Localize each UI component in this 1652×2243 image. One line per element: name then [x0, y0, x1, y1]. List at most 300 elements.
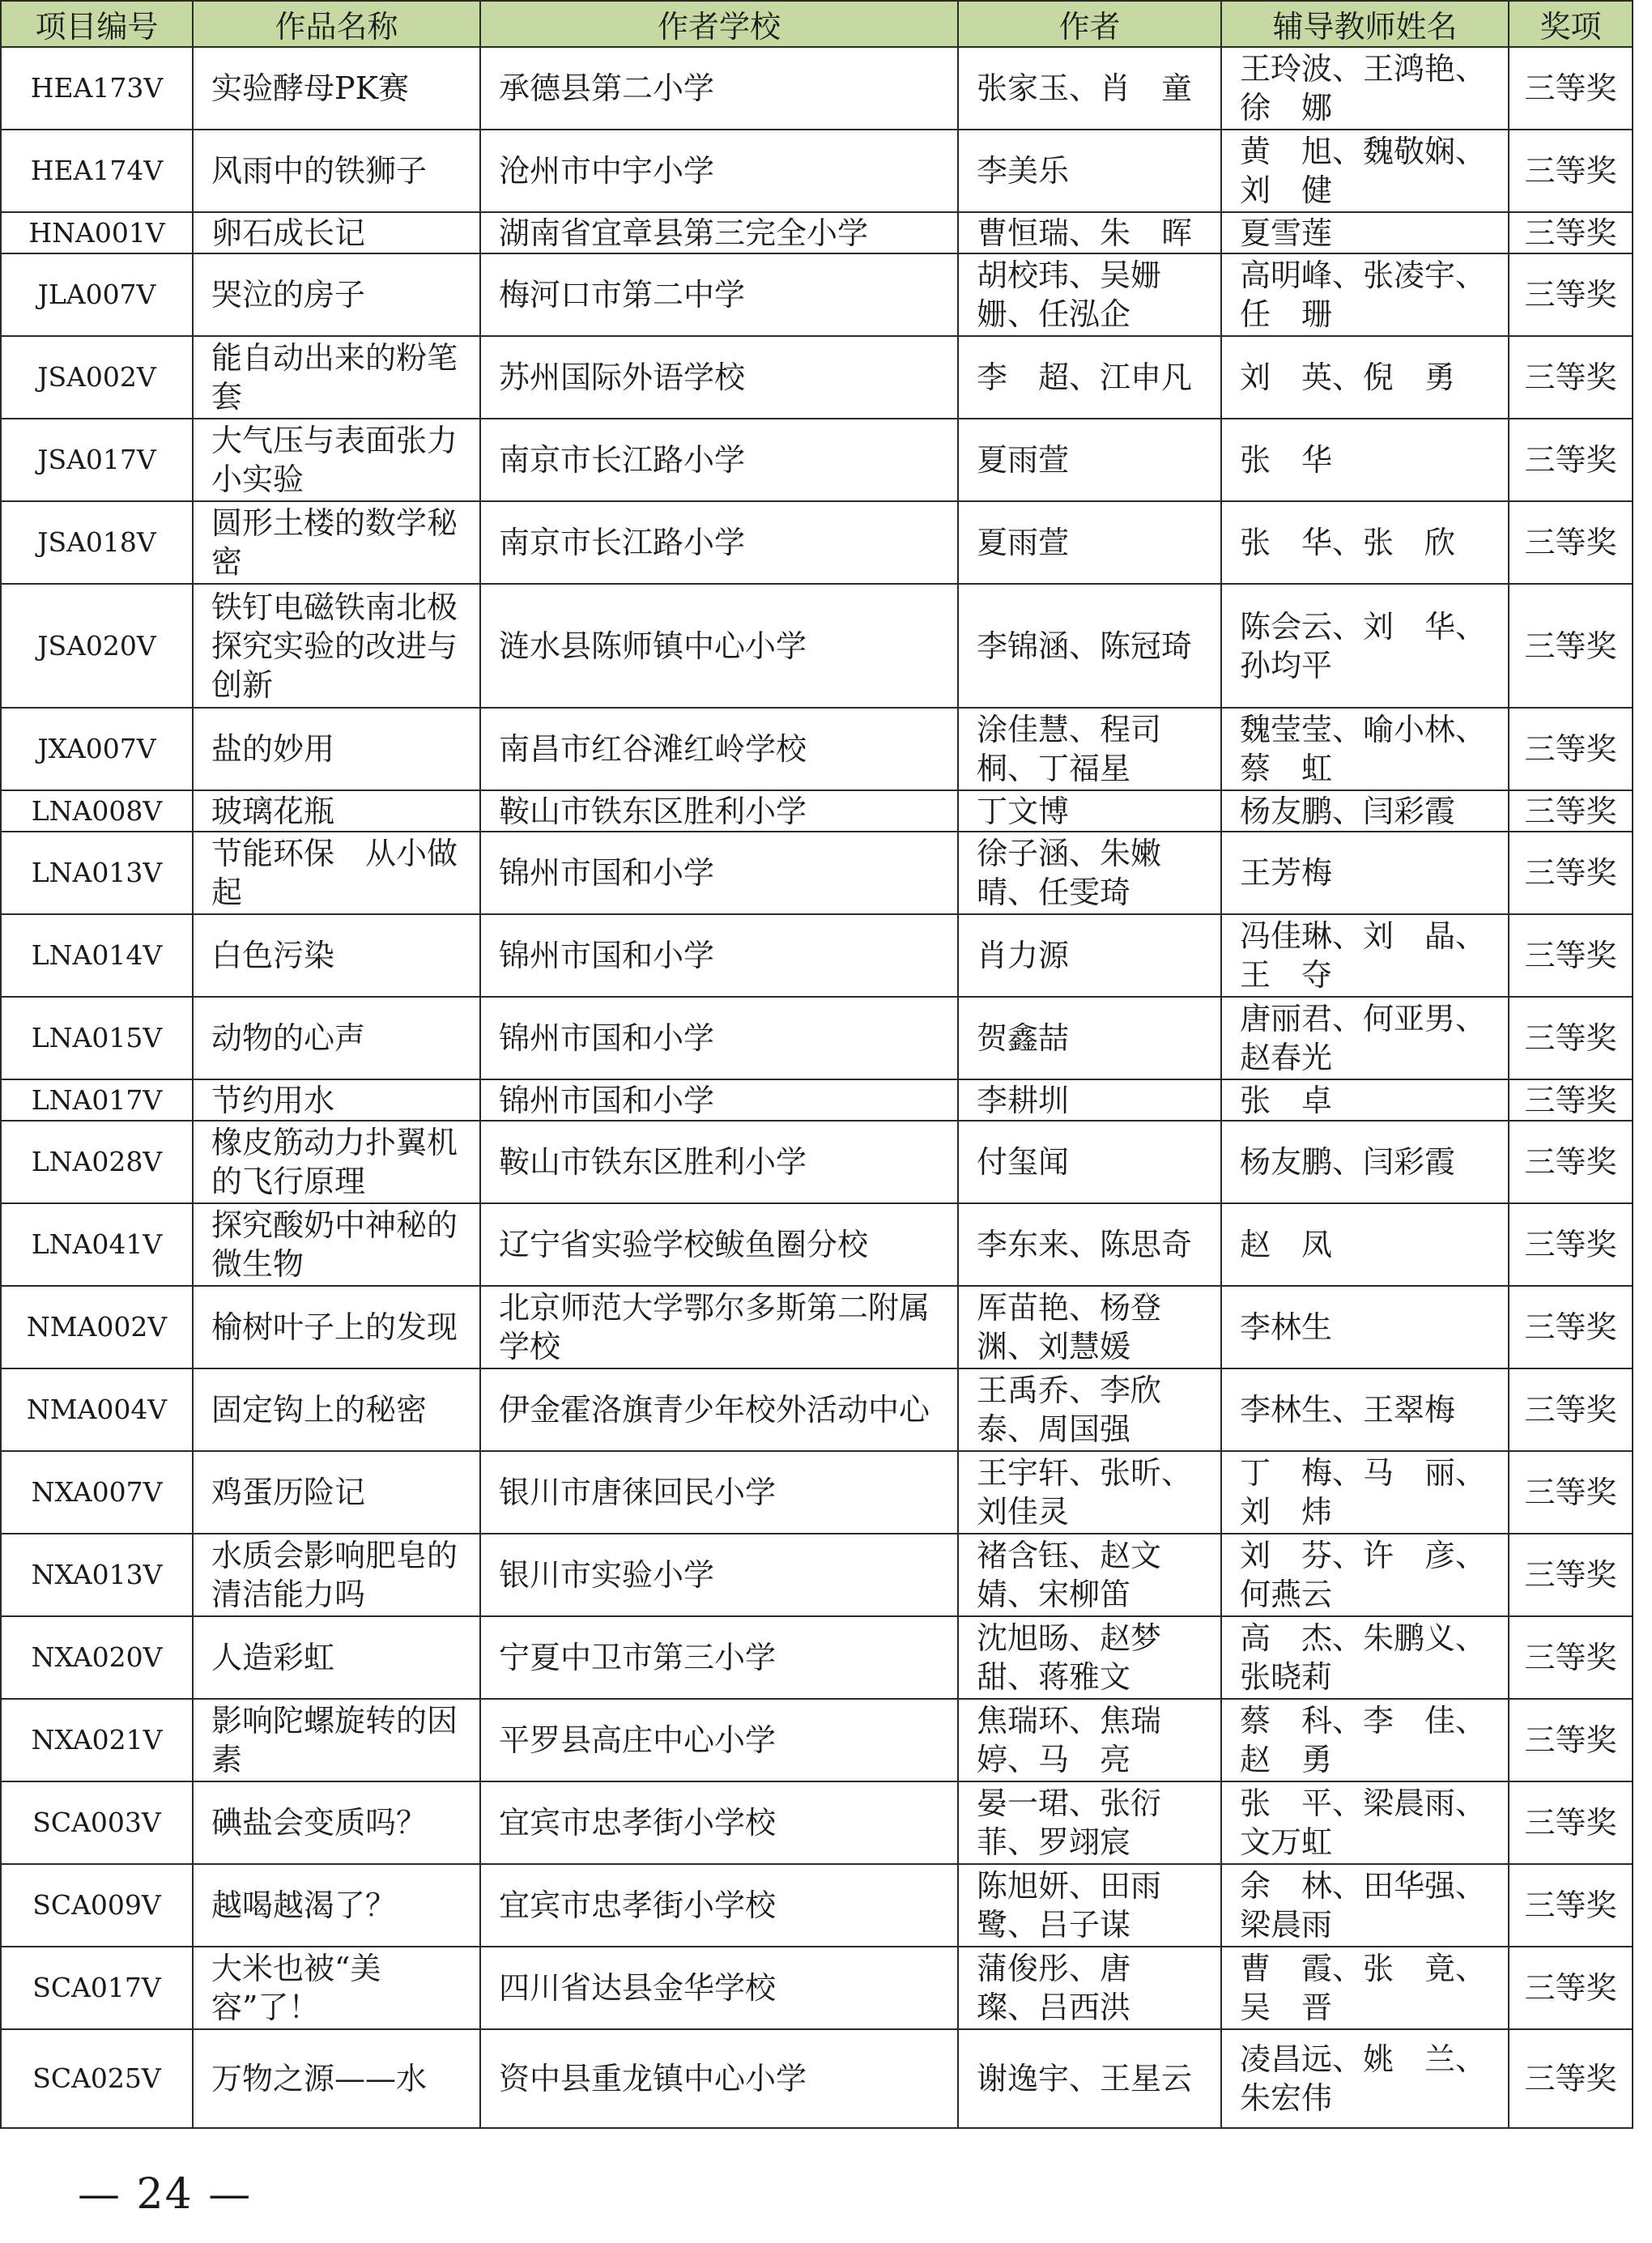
cell-author-text: 李锦涵、陈冠琦: [977, 628, 1193, 664]
cell-project-id: [1, 419, 193, 501]
cell-project-id: [1, 1451, 193, 1534]
cell-teacher-text: 冯佳琳、刘 晶、王 夺: [1240, 918, 1487, 993]
table-row: [1, 1286, 1633, 1368]
cell-work-name: [193, 584, 480, 708]
cell-author-text: 焦瑞环、焦瑞婷、马 亮: [977, 1703, 1162, 1777]
cell-author-school-text: 锦州市国和小学: [499, 938, 715, 973]
table-header-row: [1, 1, 1633, 47]
cell-teacher: [1221, 253, 1509, 336]
cell-teacher-text: 刘 英、倪 勇: [1240, 360, 1456, 395]
cell-work-name: [193, 790, 480, 832]
cell-author-text: 蒲俊彤、唐 璨、吕西洪: [977, 1951, 1162, 2025]
cell-award-text: 三等奖: [1524, 1640, 1617, 1675]
cell-author-school-text: 资中县重龙镇中心小学: [499, 2061, 807, 2096]
cell-teacher-text: 王芳梅: [1240, 855, 1333, 891]
cell-author: [958, 1451, 1221, 1534]
cell-work-name-text: 探究酸奶中神秘的微生物: [211, 1207, 458, 1282]
cell-work-name-text: 能自动出来的粉笔套: [211, 340, 458, 415]
cell-author: [958, 336, 1221, 419]
cell-author-school: [480, 1451, 958, 1534]
cell-work-name: [193, 1121, 480, 1203]
cell-award: [1509, 1121, 1633, 1203]
cell-award-text: 三等奖: [1524, 1082, 1617, 1118]
cell-award: [1509, 212, 1633, 253]
table-row: [1, 1451, 1633, 1534]
cell-project-id-text: NXA021V: [31, 1724, 163, 1756]
cell-teacher: [1221, 336, 1509, 419]
page-number: — 24 —: [78, 2170, 253, 2219]
cell-teacher-text: 李林生、王翠梅: [1240, 1392, 1456, 1428]
table-row: [1, 1121, 1633, 1203]
cell-work-name: [193, 1534, 480, 1616]
cell-author-school-text: 承德县第二小学: [499, 70, 715, 106]
cell-author-school: [480, 1534, 958, 1616]
table-row: [1, 1203, 1633, 1286]
cell-author-text: 陈旭妍、田雨鹭、吕子谋: [977, 1868, 1162, 1943]
cell-work-name: [193, 130, 480, 212]
cell-author-school-text: 银川市实验小学: [499, 1557, 715, 1593]
cell-work-name: [193, 914, 480, 997]
cell-work-name-text: 哭泣的房子: [211, 277, 366, 313]
cell-teacher: [1221, 1079, 1509, 1121]
cell-author-school-text: 辽宁省实验学校鲅鱼圈分校: [499, 1227, 869, 1262]
cell-author-school: [480, 1079, 958, 1121]
cell-project-id-text: SCA025V: [32, 2062, 161, 2094]
table-row: [1, 1534, 1633, 1616]
cell-author: [958, 253, 1221, 336]
cell-author-school-text: 宜宾市忠孝街小学校: [499, 1805, 777, 1841]
cell-author-school-text: 伊金霍洛旗青少年校外活动中心: [499, 1392, 930, 1428]
cell-author-text: 王禹乔、李欣泰、周国强: [977, 1373, 1162, 1447]
cell-work-name-text: 人造彩虹: [211, 1640, 335, 1675]
cell-teacher-text: 唐丽君、何亚男、赵春光: [1240, 1001, 1487, 1075]
cell-author: [958, 1616, 1221, 1699]
cell-award-text: 三等奖: [1524, 938, 1617, 973]
header-teacher: 辅导教师姓名: [1221, 1, 1509, 47]
table-row: [1, 253, 1633, 336]
cell-author-school-text: 平罗县高庄中心小学: [499, 1722, 777, 1758]
cell-teacher-text: 王玲波、王鸿艳、徐 娜: [1240, 51, 1487, 126]
cell-author-text: 夏雨萱: [977, 442, 1070, 478]
cell-work-name-text: 铁钉电磁铁南北极探究实验的改进与创新: [211, 589, 458, 703]
cell-author-text: 褚含钰、赵文婧、宋柳笛: [977, 1538, 1162, 1612]
cell-project-id-text: LNA041V: [31, 1228, 163, 1260]
cell-work-name-text: 越喝越渴了？: [211, 1888, 397, 1923]
cell-award-text: 三等奖: [1524, 1227, 1617, 1262]
cell-award-text: 三等奖: [1524, 525, 1617, 560]
cell-author-school: [480, 1203, 958, 1286]
cell-project-id: [1, 1616, 193, 1699]
cell-work-name: [193, 1368, 480, 1451]
cell-project-id: [1, 790, 193, 832]
cell-author-school: [480, 584, 958, 708]
table-row: [1, 501, 1633, 584]
cell-author: [958, 419, 1221, 501]
cell-award: [1509, 1451, 1633, 1534]
cell-award: [1509, 47, 1633, 130]
cell-project-id-text: JSA020V: [37, 629, 156, 662]
cell-author-school: [480, 501, 958, 584]
cell-author: [958, 1699, 1221, 1781]
cell-work-name-text: 动物的心声: [211, 1020, 366, 1056]
cell-work-name: [193, 253, 480, 336]
cell-author-school: [480, 1699, 958, 1781]
cell-teacher: [1221, 1616, 1509, 1699]
cell-project-id: [1, 2029, 193, 2128]
cell-award-text: 三等奖: [1524, 731, 1617, 767]
cell-teacher: [1221, 1203, 1509, 1286]
cell-author-school: [480, 1781, 958, 1864]
table-row: [1, 212, 1633, 253]
cell-work-name-text: 固定钩上的秘密: [211, 1392, 428, 1428]
cell-teacher-text: 杨友鹏、闫彩霞: [1240, 1144, 1456, 1180]
cell-author: [958, 708, 1221, 790]
cell-author-school-text: 北京师范大学鄂尔多斯第二附属学校: [499, 1290, 930, 1364]
cell-teacher: [1221, 1534, 1509, 1616]
cell-project-id-text: NXA007V: [31, 1476, 163, 1508]
cell-author: [958, 2029, 1221, 2128]
cell-award-text: 三等奖: [1524, 1805, 1617, 1841]
cell-author: [958, 832, 1221, 914]
cell-work-name: [193, 501, 480, 584]
cell-award-text: 三等奖: [1524, 1309, 1617, 1345]
cell-work-name-text: 风雨中的铁狮子: [211, 153, 428, 189]
cell-author-text: 李美乐: [977, 153, 1070, 189]
cell-author-school: [480, 419, 958, 501]
cell-author-school-text: 涟水县陈师镇中心小学: [499, 628, 807, 664]
cell-project-id: [1, 997, 193, 1079]
cell-teacher-text: 夏雪莲: [1240, 215, 1333, 251]
cell-author-text: 夏雨萱: [977, 525, 1070, 560]
cell-author-school: [480, 914, 958, 997]
cell-author-school-text: 鞍山市铁东区胜利小学: [499, 1144, 807, 1180]
header-work-name: 作品名称: [193, 1, 480, 47]
cell-work-name: [193, 419, 480, 501]
header-author-school: 作者学校: [480, 1, 958, 47]
cell-project-id: [1, 1781, 193, 1864]
cell-author-school: [480, 1864, 958, 1947]
cell-award-text: 三等奖: [1524, 1722, 1617, 1758]
cell-award: [1509, 336, 1633, 419]
cell-project-id-text: LNA028V: [31, 1146, 163, 1177]
cell-author-text: 李东来、陈思奇: [977, 1227, 1193, 1262]
cell-teacher-text: 丁 梅、马 丽、刘 炜: [1240, 1455, 1487, 1530]
cell-author: [958, 1534, 1221, 1616]
cell-award: [1509, 1699, 1633, 1781]
cell-author-school: [480, 997, 958, 1079]
cell-work-name-text: 实验酵母PK赛: [211, 70, 409, 106]
table-row: [1, 1616, 1633, 1699]
cell-award-text: 三等奖: [1524, 1888, 1617, 1923]
cell-teacher: [1221, 1121, 1509, 1203]
table-row: [1, 914, 1633, 997]
cell-award-text: 三等奖: [1524, 1392, 1617, 1428]
cell-author: [958, 1368, 1221, 1451]
cell-teacher-text: 黄 旭、魏敬娴、刘 健: [1240, 134, 1487, 208]
cell-award-text: 三等奖: [1524, 2061, 1617, 2096]
cell-work-name: [193, 336, 480, 419]
cell-teacher: [1221, 584, 1509, 708]
cell-teacher-text: 高 杰、朱鹏义、张晓莉: [1240, 1620, 1487, 1695]
cell-author-school-text: 宁夏中卫市第三小学: [499, 1640, 777, 1675]
cell-project-id-text: NMA004V: [26, 1394, 168, 1425]
cell-author-school-text: 锦州市国和小学: [499, 1082, 715, 1118]
cell-author: [958, 1203, 1221, 1286]
cell-award: [1509, 2029, 1633, 2128]
cell-author-text: 丁文博: [977, 793, 1070, 829]
cell-author-school: [480, 1286, 958, 1368]
cell-teacher-text: 杨友鹏、闫彩霞: [1240, 793, 1456, 829]
cell-author-text: 曹恒瑞、朱 晖: [977, 215, 1193, 251]
cell-author-text: 胡校玮、吴姗姗、任泓企: [977, 257, 1162, 332]
cell-author-text: 张家玉、肖 童: [977, 70, 1193, 106]
cell-award: [1509, 790, 1633, 832]
cell-teacher: [1221, 212, 1509, 253]
table-row: [1, 47, 1633, 130]
cell-teacher-text: 陈会云、刘 华、孙均平: [1240, 608, 1487, 683]
cell-award: [1509, 1781, 1633, 1864]
cell-work-name-text: 榆树叶子上的发现: [211, 1309, 458, 1345]
cell-award: [1509, 832, 1633, 914]
cell-project-id-text: LNA017V: [31, 1083, 163, 1116]
cell-work-name-text: 盐的妙用: [211, 731, 335, 767]
cell-author-school: [480, 2029, 958, 2128]
cell-teacher: [1221, 2029, 1509, 2128]
cell-project-id-text: LNA015V: [31, 1022, 163, 1053]
cell-award: [1509, 1286, 1633, 1368]
cell-teacher: [1221, 997, 1509, 1079]
cell-author: [958, 1286, 1221, 1368]
table-row: [1, 1079, 1633, 1121]
cell-project-id-text: NXA013V: [31, 1559, 163, 1590]
cell-project-id-text: JSA017V: [37, 444, 156, 475]
cell-award-text: 三等奖: [1524, 153, 1617, 189]
cell-project-id-text: SCA009V: [32, 1889, 161, 1921]
cell-work-name: [193, 2029, 480, 2128]
cell-work-name: [193, 832, 480, 914]
cell-author-text: 肖力源: [977, 938, 1070, 973]
cell-author-text: 王宇轩、张昕、刘佳灵: [977, 1455, 1193, 1530]
cell-author: [958, 130, 1221, 212]
cell-project-id: [1, 584, 193, 708]
cell-author-school-text: 沧州市中宇小学: [499, 153, 715, 189]
cell-teacher: [1221, 1451, 1509, 1534]
cell-work-name-text: 节能环保 从小做起: [211, 836, 458, 910]
cell-project-id-text: NXA020V: [31, 1641, 163, 1673]
cell-teacher-text: 余 林、田华强、梁晨雨: [1240, 1868, 1487, 1943]
cell-award: [1509, 1534, 1633, 1616]
cell-project-id: [1, 1079, 193, 1121]
cell-author-school: [480, 130, 958, 212]
cell-teacher: [1221, 1864, 1509, 1947]
cell-work-name: [193, 1616, 480, 1699]
table-row: [1, 1781, 1633, 1864]
cell-award-text: 三等奖: [1524, 70, 1617, 106]
cell-work-name-text: 水质会影响肥皂的清洁能力吗: [211, 1538, 458, 1612]
cell-work-name: [193, 708, 480, 790]
cell-project-id-text: NMA002V: [26, 1311, 168, 1343]
cell-teacher: [1221, 1368, 1509, 1451]
cell-work-name: [193, 1203, 480, 1286]
cell-award: [1509, 1368, 1633, 1451]
cell-project-id-text: HEA173V: [30, 72, 164, 104]
cell-award-text: 三等奖: [1524, 215, 1617, 251]
cell-project-id: [1, 253, 193, 336]
cell-author: [958, 914, 1221, 997]
cell-work-name: [193, 212, 480, 253]
header-author: 作者: [958, 1, 1221, 47]
cell-work-name-text: 大气压与表面张力小实验: [211, 423, 458, 497]
cell-work-name: [193, 1699, 480, 1781]
cell-author-school: [480, 47, 958, 130]
cell-author-school-text: 鞍山市铁东区胜利小学: [499, 793, 807, 829]
cell-project-id: [1, 501, 193, 584]
cell-author-text: 徐子涵、朱嫩晴、任雯琦: [977, 836, 1162, 910]
cell-award: [1509, 1079, 1633, 1121]
cell-project-id-text: HNA001V: [28, 216, 165, 249]
cell-teacher-text: 蔡 科、李 佳、赵 勇: [1240, 1703, 1487, 1777]
cell-teacher-text: 凌昌远、姚 兰、朱宏伟: [1240, 2041, 1487, 2116]
cell-award-text: 三等奖: [1524, 277, 1617, 313]
cell-author: [958, 1864, 1221, 1947]
cell-project-id: [1, 832, 193, 914]
cell-teacher: [1221, 47, 1509, 130]
cell-award-text: 三等奖: [1524, 360, 1617, 395]
table-row: [1, 790, 1633, 832]
cell-project-id: [1, 130, 193, 212]
cell-teacher: [1221, 501, 1509, 584]
cell-project-id: [1, 1121, 193, 1203]
cell-project-id-text: SCA017V: [32, 1972, 161, 2003]
cell-teacher: [1221, 1286, 1509, 1368]
cell-work-name-text: 玻璃花瓶: [211, 793, 335, 829]
cell-award-text: 三等奖: [1524, 1475, 1617, 1510]
cell-author-school: [480, 253, 958, 336]
cell-work-name: [193, 1079, 480, 1121]
table-row: [1, 1864, 1633, 1947]
cell-author: [958, 501, 1221, 584]
cell-author-school-text: 梅河口市第二中学: [499, 277, 746, 313]
cell-work-name-text: 白色污染: [211, 938, 335, 973]
cell-teacher: [1221, 914, 1509, 997]
cell-teacher-text: 曹 霞、张 竟、吴 晋: [1240, 1951, 1487, 2025]
cell-author-school: [480, 832, 958, 914]
cell-teacher: [1221, 1947, 1509, 2029]
cell-author: [958, 1121, 1221, 1203]
table-row: [1, 336, 1633, 419]
cell-teacher: [1221, 1699, 1509, 1781]
cell-author-text: 贺鑫喆: [977, 1020, 1070, 1056]
cell-author-school: [480, 790, 958, 832]
cell-award-text: 三等奖: [1524, 442, 1617, 478]
cell-project-id: [1, 1947, 193, 2029]
cell-teacher: [1221, 832, 1509, 914]
header-project-id: 项目编号: [1, 1, 193, 47]
cell-work-name: [193, 1947, 480, 2029]
cell-work-name: [193, 997, 480, 1079]
cell-author: [958, 790, 1221, 832]
cell-author-school: [480, 1616, 958, 1699]
cell-award: [1509, 253, 1633, 336]
cell-project-id-text: JLA007V: [37, 279, 156, 310]
cell-work-name-text: 鸡蛋历险记: [211, 1475, 366, 1510]
cell-award-text: 三等奖: [1524, 1020, 1617, 1056]
cell-author-school-text: 宜宾市忠孝街小学校: [499, 1888, 777, 1923]
cell-work-name: [193, 1864, 480, 1947]
cell-author-text: 沈旭旸、赵梦甜、蒋雅文: [977, 1620, 1162, 1695]
table-row: [1, 1368, 1633, 1451]
cell-author-school-text: 锦州市国和小学: [499, 855, 715, 891]
cell-author-school: [480, 212, 958, 253]
cell-work-name: [193, 1451, 480, 1534]
cell-teacher: [1221, 708, 1509, 790]
cell-award-text: 三等奖: [1524, 1970, 1617, 2006]
cell-work-name-text: 大米也被“美容”了！: [211, 1951, 381, 2025]
cell-author-school: [480, 1368, 958, 1451]
cell-author-text: 厍苗艳、杨登渊、刘慧媛: [977, 1290, 1162, 1364]
table-row: [1, 708, 1633, 790]
cell-author-school-text: 银川市唐徕回民小学: [499, 1475, 777, 1510]
cell-teacher-text: 李林生: [1240, 1309, 1333, 1345]
cell-work-name-text: 万物之源——水: [211, 2061, 428, 2096]
cell-work-name: [193, 47, 480, 130]
cell-work-name: [193, 1781, 480, 1864]
cell-author-school-text: 南昌市红谷滩红岭学校: [499, 731, 807, 767]
cell-project-id-text: LNA014V: [31, 939, 163, 971]
cell-teacher-text: 赵 凤: [1240, 1227, 1333, 1262]
table-body: [1, 47, 1633, 2128]
table-row: [1, 997, 1633, 1079]
cell-author-school: [480, 708, 958, 790]
cell-author-text: 付玺闻: [977, 1144, 1070, 1180]
cell-project-id: [1, 1286, 193, 1368]
cell-teacher: [1221, 130, 1509, 212]
cell-author: [958, 1947, 1221, 2029]
table-row: [1, 2029, 1633, 2128]
cell-award: [1509, 130, 1633, 212]
cell-teacher-text: 高明峰、张凌宇、任 珊: [1240, 257, 1487, 332]
cell-teacher-text: 刘 芬、许 彦、何燕云: [1240, 1538, 1487, 1612]
cell-award: [1509, 1947, 1633, 2029]
table-row: [1, 1947, 1633, 2029]
cell-author: [958, 997, 1221, 1079]
cell-author: [958, 1781, 1221, 1864]
table-row: [1, 584, 1633, 708]
cell-author-text: 李耕圳: [977, 1082, 1070, 1118]
cell-work-name: [193, 1286, 480, 1368]
cell-project-id-text: JXA007V: [37, 733, 156, 764]
cell-author-school: [480, 1121, 958, 1203]
cell-teacher-text: 张 华、张 欣: [1240, 525, 1456, 560]
cell-project-id-text: SCA003V: [32, 1807, 161, 1838]
cell-teacher: [1221, 790, 1509, 832]
cell-project-id-text: LNA013V: [31, 857, 163, 888]
cell-work-name-text: 影响陀螺旋转的因素: [211, 1703, 458, 1777]
cell-project-id: [1, 1534, 193, 1616]
cell-author-text: 晏一珺、张衍菲、罗翊宸: [977, 1785, 1162, 1860]
cell-author: [958, 212, 1221, 253]
cell-project-id: [1, 336, 193, 419]
cell-award: [1509, 1864, 1633, 1947]
cell-award: [1509, 1203, 1633, 1286]
cell-author-school-text: 苏州国际外语学校: [499, 360, 746, 395]
cell-teacher: [1221, 1781, 1509, 1864]
header-award: 奖项: [1509, 1, 1633, 47]
cell-author-text: 李 超、江申凡: [977, 360, 1193, 395]
cell-project-id-text: JSA002V: [37, 361, 156, 393]
cell-award: [1509, 914, 1633, 997]
cell-teacher-text: 张 平、梁晨雨、文万虹: [1240, 1785, 1487, 1860]
